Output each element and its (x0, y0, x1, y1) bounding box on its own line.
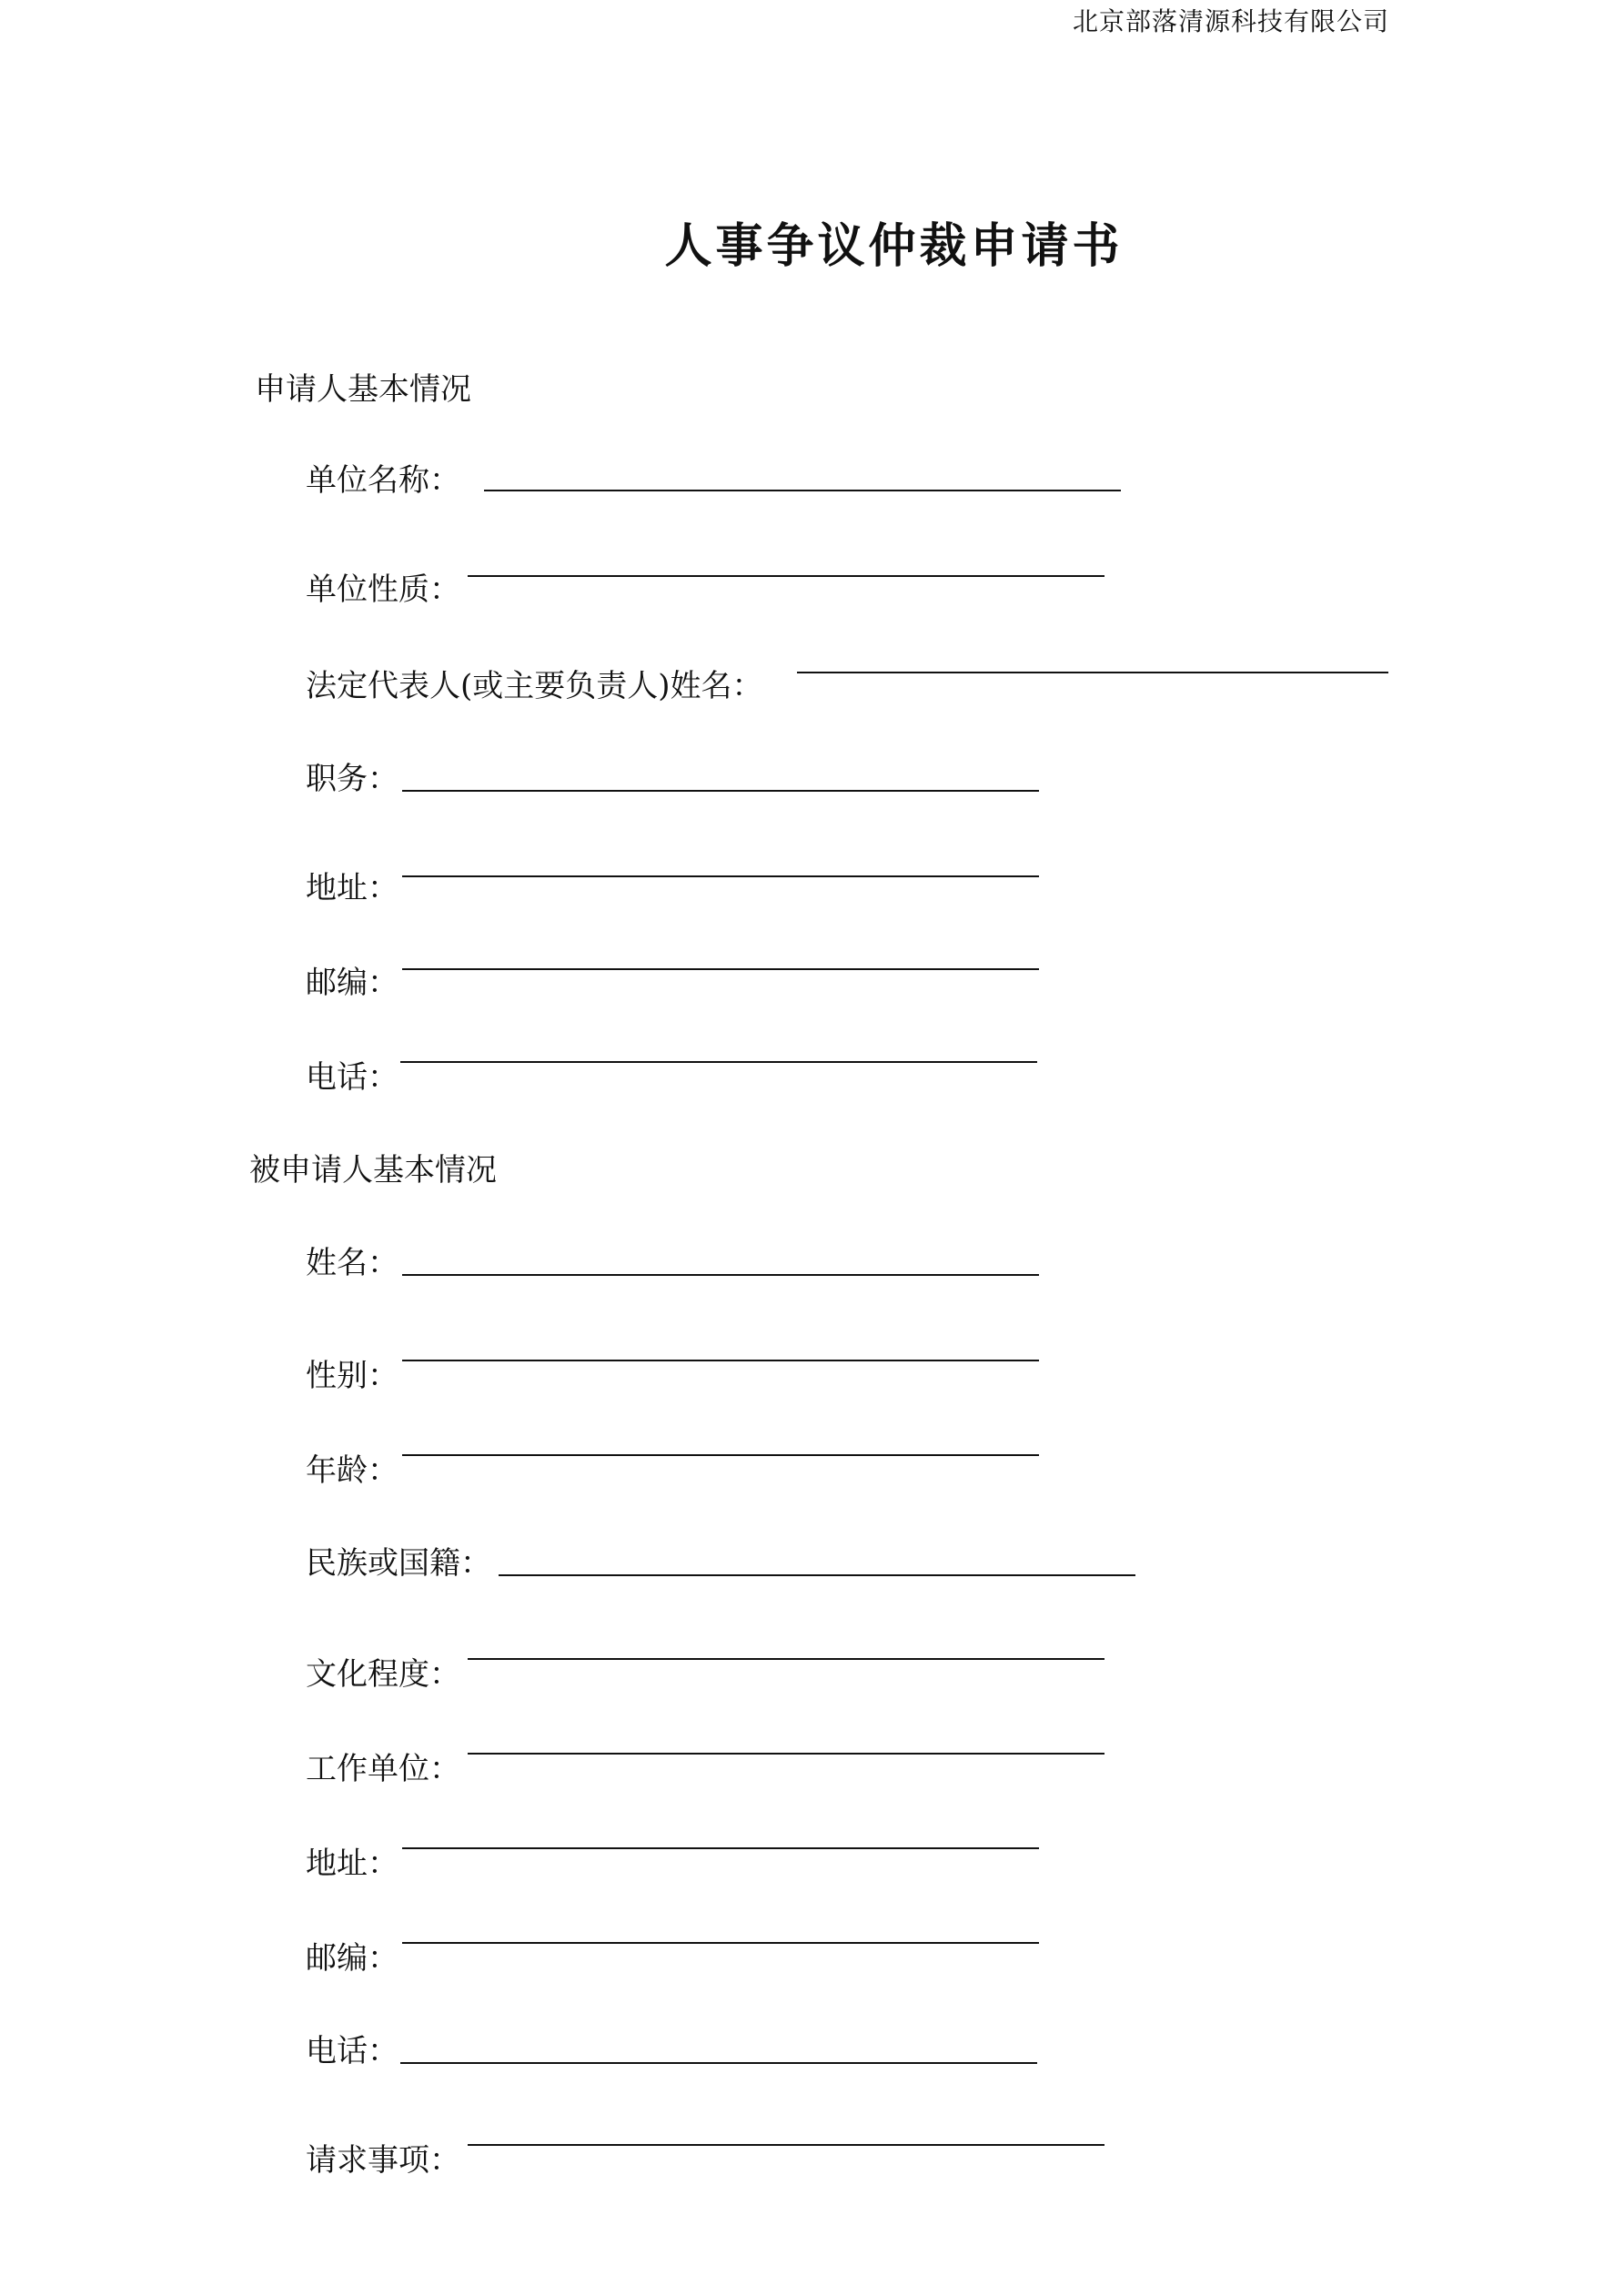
age-label: 年龄： (306, 1452, 398, 1489)
education-blank[interactable] (468, 1658, 1105, 1660)
legal-rep-blank[interactable] (797, 672, 1388, 673)
respondent-section-heading: 被申请人基本情况 (249, 1152, 497, 1188)
gender-blank[interactable] (402, 1360, 1039, 1361)
phone-label: 电话： (306, 1059, 398, 1096)
name-blank[interactable] (402, 1274, 1039, 1276)
phone-label: 电话： (306, 2033, 398, 2069)
unit-name-label: 单位名称： (306, 462, 460, 499)
position-label: 职务： (306, 761, 398, 797)
request-blank[interactable] (468, 2144, 1105, 2146)
gender-label: 性别： (306, 1358, 398, 1394)
ethnicity-label: 民族或国籍： (306, 1545, 491, 1582)
address-blank[interactable] (402, 875, 1039, 877)
document-title: 人事争议仲裁申请书 (664, 218, 1124, 274)
phone-blank[interactable] (400, 1061, 1037, 1063)
work-unit-label: 工作单位： (306, 1751, 460, 1787)
applicant-section-heading: 申请人基本情况 (255, 371, 471, 408)
postcode-blank[interactable] (402, 1942, 1039, 1944)
phone-blank[interactable] (400, 2062, 1037, 2064)
position-blank[interactable] (402, 790, 1039, 792)
unit-name-blank[interactable] (484, 490, 1121, 491)
address-label: 地址： (306, 1846, 398, 1882)
age-blank[interactable] (402, 1454, 1039, 1456)
header-company-name: 北京部落清源科技有限公司 (1072, 6, 1389, 36)
unit-nature-blank[interactable] (468, 575, 1105, 577)
education-label: 文化程度： (306, 1656, 460, 1693)
address-blank[interactable] (402, 1847, 1039, 1849)
legal-rep-label: 法定代表人(或主要负责人)姓名： (306, 668, 763, 704)
postcode-blank[interactable] (402, 968, 1039, 970)
postcode-label: 邮编： (306, 1940, 398, 1977)
ethnicity-blank[interactable] (499, 1574, 1135, 1576)
work-unit-blank[interactable] (468, 1753, 1105, 1755)
postcode-label: 邮编： (306, 965, 398, 1001)
address-label: 地址： (306, 870, 398, 906)
name-label: 姓名： (306, 1245, 398, 1281)
unit-nature-label: 单位性质： (306, 571, 460, 608)
request-label: 请求事项： (306, 2142, 460, 2179)
